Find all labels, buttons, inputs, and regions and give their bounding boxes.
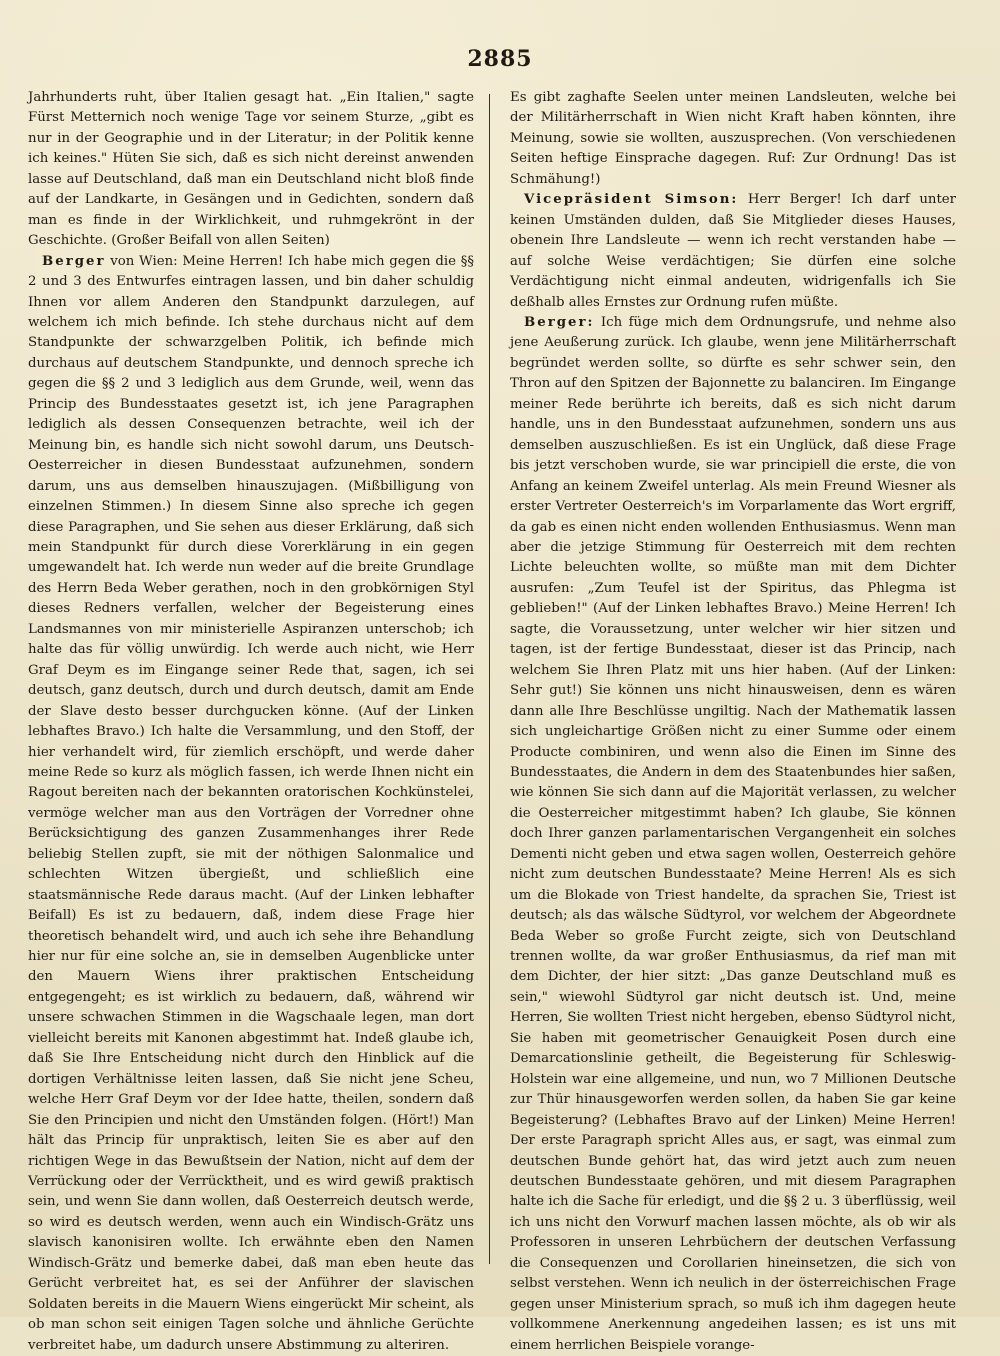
speaker-name: Berger: <box>524 314 595 330</box>
paragraph <box>28 252 474 1356</box>
speaker-name: Berger <box>42 253 106 269</box>
page-number: 2885 <box>467 46 533 72</box>
right-column <box>510 88 956 1356</box>
speaker-name: Vicepräsident Simson: <box>524 192 739 208</box>
left-column <box>28 88 474 1356</box>
paragraph-text: Jahrhunderts ruht, über Italien gesagt hat. „Ein Italien," sagte Fürst Metternich noch wenige Tage vor seinem Sturze, „gibt es nur in der Geographie und in der Literatur; in der Politik kenne ich keines." Hüten Sie sich, daß es sich nicht dereinst anwenden lasse auf Deutschland, daß man ein Deutschland nicht bloß finde auf der Landkarte, in Gesängen und in Gedichten, sondern daß man es finde in der Wirklichkeit, und ruhmgekrönt in der Geschichte. (Großer Beifall von allen Seiten) <box>28 90 474 249</box>
paragraph-text: Ich füge mich dem Ordnungsrufe, und nehme also jene Aeußerung zurück. Ich glaube, wenn jene Militärherrschaft begründet werden sollte, so dürfte es sehr schwer sein, den Thron auf den Spitzen der Bajonnette zu balanciren. Im Eingange meiner Rede berührte ich bereits, daß es sich nicht darum handle, uns in den Bundesstaat aufzunehmen, sondern uns aus demselben auszuschließen. Es ist ein Unglück, daß diese Frage bis jetzt verschoben wurde, sie war principiell die erste, die von Anfang an keinem Zweifel unterlag. Als mein Freund Wiesner als erster Vertreter Oesterreich's im Vorparlamente das Wort ergriff, da gab es einen nicht enden wollenden Enthusiasmus. Wenn man aber die jetzige Stimmung für Oesterreich mit dem rechten Lichte beleuchten wollte, so müßte man mit dem Dichter ausrufen: „Zum Teufel ist der Spiritus, das Phlegma ist geblieben!" (Auf der Linken lebhaftes Bravo.) Meine Herren! Ich sagte, die Voraussetzung, unter welcher wir hier sitzen und tagen, ist der fertige Bundesstaat, dieser ist das Princip, nach welchem Sie Ihren Platz mit uns hier haben. (Auf der Linken: Sehr gut!) Sie können uns nicht hinausweisen, denn es wären dann alle Ihre Beschlüsse ungiltig. Nach der Mathematik lassen sich ungleichartige Größen nicht zu einer Summe oder einem Producte combiniren, und wenn also die Einen im Sinne des Bundesstaates, die Andern in dem des Staatenbundes hier saßen, wie können Sie sich dann auf die Majorität verlassen, zu welcher die Oesterreicher mitgestimmt haben? Ich glaube, Sie können doch Ihrer ganzen parlamentarischen Vergangenheit ein solches Dementi nicht geben und etwa sagen wollen, Oesterreich gehöre nicht zum deutschen Bundesstaate? Meine Herren! Als es sich um die Blokade von Triest handelte, da sprachen Sie, Triest ist deutsch; als das wälsche Südtyrol, vor welchem der Abgeordnete Beda Weber so große Furcht zeigte, sich von Deutschland trennen wollte, da war großer Enthusiasmus, da rief man mit dem Dichter, der hier sitzt: „Das ganze Deutschland muß es sein," wiewohl Südtyrol gar nicht deutsch ist. Und, meine Herren, Sie wollten Triest nicht hergeben, ebenso Südtyrol nicht, Sie haben mit geometrischer Genauigkeit Posen durch eine Demarcationslinie getheilt, die Begeisterung für Schleswig-Holstein war eine allgemeine, und nun, wo 7 Millionen Deutsche zur Thür hinausgeworfen werden sollen, da haben Sie gar keine Begeisterung? (Lebhaftes Bravo auf der Linken) Meine Herren! Der erste Paragraph spricht Alles aus, er sagt, was einmal zum deutschen Bunde gehört hat, das wird jetzt auch zum neuen deutschen Bundesstaate gehören, und mit diesem Paragraphen halte ich die Sache für erledigt, und die §§ 2 u. 3 überflüssig, weil ich uns nicht den Vorwurf machen lassen möchte, als ob wir als Professoren in unseren Lehrbüchern der deutschen Verfassung die Consequenzen und Corollarien hineinsetzen, die sich von selbst verstehen. Wenn ich neulich in der österreichischen Frage gegen unser Ministerium sprach, so muß ich ihm dagegen heute vollkommene Anerkennung angedeihen lassen; es ist uns mit einem herrlichen Beispiele vorange- <box>510 314 957 1353</box>
paragraph <box>28 88 474 252</box>
column-divider <box>489 94 490 1264</box>
paragraph <box>510 313 956 1356</box>
paragraph-text: von Wien: Meine Herren! Ich habe mich gegen die §§ 2 und 3 des Entwurfes eintragen lassen, und bin daher schuldig Ihnen vor allem Anderen den Standpunkt darzulegen, auf welchem ich mich befinde. Ich stehe durchaus nicht auf dem Standpunkte der schwarzgelben Politik, ich befinde mich durchaus auf deutschem Standpunkte, und dennoch spreche ich gegen die §§ 2 und 3 lediglich aus dem Grunde, weil, wenn das Princip des Bundesstaates gesetzt ist, ich jene Paragraphen lediglich als dessen Consequenzen betrachte, weil ich der Meinung bin, es handle sich nicht sowohl darum, uns Deutsch-Oesterreicher in diesen Bundesstaat aufzunehmen, sondern darum, uns aus demselben hinauszujagen. (Mißbilligung von einzelnen Stimmen.) In diesem Sinne also spreche ich gegen diese Paragraphen, und Sie sehen aus dieser Erklärung, daß sich mein Standpunkt für durch diese Vorerklärung in ein gegen umgewandelt hat. Ich werde nun weder auf die breite Grundlage des Herrn Beda Weber gerathen, noch in den grobkörnigen Styl dieses Redners verfallen, welcher der Begeisterung eines Landsmannes von mir ministerielle Aspiranzen unterschob; ich halte das für völlig unwürdig. Ich werde auch nicht, wie Herr Graf Deym es im Eingange seiner Rede that, sagen, ich sei deutsch, ganz deutsch, durch und durch deutsch, damit am Ende der Slave desto besser durchgucken könne. (Auf der Linken lebhaftes Bravo.) Ich halte die Versammlung, und den Stoff, der hier verhandelt wird, für ziemlich erschöpft, und werde daher meine Rede so kurz als möglich fassen, ich werde Ihnen nicht ein Ragout bereiten nach der bekannten oratorischen Kochkünstelei, vermöge welcher man aus den Vorträgen der Vorredner ohne Berücksichtigung des ganzen Zusammenhanges ihrer Rede beliebig Stellen zupft, sie mit der nöthigen Salonmalice und schlechten Witzen übergießt, und schließlich eine staatsmännische Rede daraus macht. (Auf der Linken lebhafter Beifall) Es ist zu bedauern, daß, indem diese Frage hier theoretisch behandelt wird, und auch ich sehe ihre Behandlung hier nur für eine solche an, sie in demselben Augenblicke unter den Mauern Wiens ihrer praktischen Entscheidung entgegengeht; es ist wirklich zu bedauern, daß, während wir unsere schwachen Stimmen in die Wagschaale legen, man dort vielleicht bereits mit Kanonen abgestimmt hat. Indeß glaube ich, daß Sie Ihre Entscheidung nicht durch den Hinblick auf die dortigen Verhältnisse leiten lassen, daß Sie nicht jene Scheu, welche Herr Graf Deym vor der Idee hatte, theilen, sondern daß Sie den Principien und nicht den Umständen folgen. (Hört!) Man hält das Princip für unpraktisch, leiten Sie es aber auf den richtigen Wege in das Bewußtsein der Nation, nicht auf dem der Verrückung oder der Verrücktheit, und es wird gewiß praktisch sein, und wenn Sie dann wollen, daß Oesterreich deutsch werde, so wird es deutsch werden, wenn auch ein Windisch-Grätz uns slavisch kanonisiren wollte. Ich erwähnte eben den Namen Windisch-Grätz und bemerke dabei, daß man eben heute das Gerücht verbreitet hat, es sei der Anführer der slavischen Soldaten bereits in die Mauern Wiens eingerückt Mir scheint, als ob man schon seit einigen Tagen solche und ähnliche Gerüchte verbreitet habe, um dadurch unsere Abstimmung zu alteriren. <box>28 253 474 1353</box>
paragraph <box>510 190 956 313</box>
paragraph-text: Herr Berger! Ich darf unter keinen Umständen dulden, daß Sie Mitglieder dieses Hauses, obenein Ihre Landsleute — wenn ich recht verstanden habe — auf solche Weise verdächtigen; Sie dürfen eine solche Verdächtigung nicht einmal andeuten, widrigenfalls ich Sie deßhalb alles Ernstes zur Ordnung rufen müßte. <box>510 192 957 310</box>
paragraph <box>510 88 956 190</box>
paragraph-text: Es gibt zaghafte Seelen unter meinen Landsleuten, welche bei der Militärherrschaft in Wien nicht Kraft haben könnten, ihre Meinung, sowie sie wollten, auszusprechen. (Von verschiedenen Seiten heftige Einsprache dagegen. Ruf: Zur Ordnung! Das ist Schmähung!) <box>510 90 956 187</box>
